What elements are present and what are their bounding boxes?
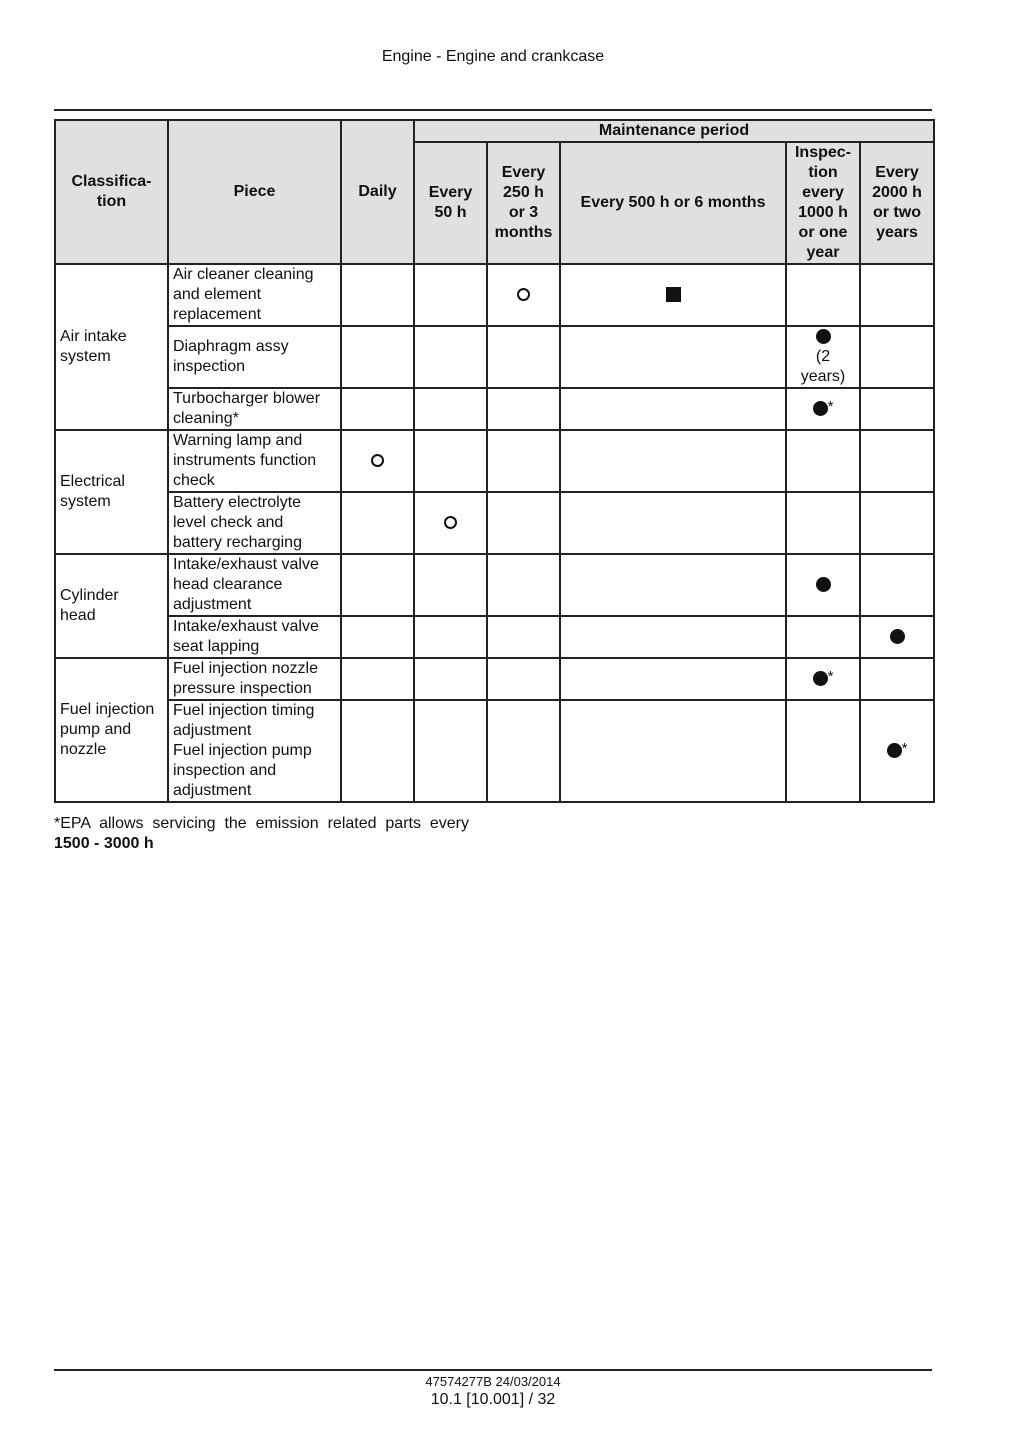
table-row	[55, 430, 934, 492]
every-250h-cell	[487, 388, 560, 430]
every-2000h-cell	[860, 616, 934, 658]
piece-cell: Battery electrolyte level check and battery recharging	[168, 492, 341, 554]
every-50h-cell	[414, 658, 487, 700]
every-250h-cell	[487, 326, 560, 388]
header-daily: Daily	[341, 120, 414, 264]
every-500h-cell	[560, 326, 786, 388]
footnote-interval: 1500 - 3000 h	[54, 835, 154, 852]
every-250h-cell	[487, 616, 560, 658]
table-row	[55, 492, 934, 554]
header-piece: Piece	[168, 120, 341, 264]
open-circle-icon	[371, 454, 384, 467]
filled-circle-icon	[813, 671, 828, 686]
piece-cell: Turbocharger blower cleaning*	[168, 388, 341, 430]
page-footer	[54, 1374, 932, 1410]
every-500h-cell	[560, 388, 786, 430]
every-1000h-cell	[786, 430, 860, 492]
daily-cell	[341, 700, 414, 802]
filled-circle-icon	[816, 577, 831, 592]
header-rule	[54, 109, 932, 111]
asterisk-mark: *	[827, 668, 834, 685]
footer-rule	[54, 1369, 932, 1371]
classification-cell: Electrical system	[55, 430, 168, 554]
piece-cell: Intake/exhaust valve seat lapping	[168, 616, 341, 658]
every-500h-cell	[560, 616, 786, 658]
table-row	[55, 264, 934, 326]
every-1000h-cell	[786, 264, 860, 326]
every-2000h-cell	[860, 326, 934, 388]
table-row	[55, 326, 934, 388]
every-50h-cell	[414, 430, 487, 492]
daily-cell	[341, 492, 414, 554]
every-250h-cell	[487, 492, 560, 554]
filled-circle-icon	[890, 629, 905, 644]
every-50h-cell	[414, 264, 487, 326]
every-50h-cell	[414, 700, 487, 802]
daily-cell	[341, 616, 414, 658]
page-number: 10.1 [10.001] / 32	[430, 1391, 556, 1408]
every-2000h-cell	[860, 264, 934, 326]
classification-cell: Cylinder head	[55, 554, 168, 658]
daily-cell	[341, 430, 414, 492]
daily-cell	[341, 264, 414, 326]
table-row	[55, 388, 934, 430]
every-500h-cell	[560, 700, 786, 802]
page-header-title: Engine - Engine and crankcase	[381, 48, 605, 65]
every-1000h-cell	[786, 326, 860, 388]
every-500h-cell	[560, 554, 786, 616]
filled-circle-icon	[813, 401, 828, 416]
header-every-500h: Every 500 h or 6 months	[560, 142, 786, 264]
every-1000h-cell	[786, 388, 860, 430]
every-500h-cell	[560, 492, 786, 554]
every-500h-cell	[560, 264, 786, 326]
asterisk-mark: *	[827, 398, 834, 415]
classification-cell: Air intake system	[55, 264, 168, 430]
every-500h-cell	[560, 430, 786, 492]
every-50h-cell	[414, 554, 487, 616]
every-250h-cell	[487, 658, 560, 700]
every-250h-cell	[487, 700, 560, 802]
daily-cell	[341, 326, 414, 388]
every-2000h-cell	[860, 658, 934, 700]
piece-cell: Intake/exhaust valve head clearance adjustment	[168, 554, 341, 616]
every-250h-cell	[487, 554, 560, 616]
daily-cell	[341, 554, 414, 616]
header-every-250h: Every 250 h or 3 months	[487, 142, 560, 264]
maintenance-table	[54, 119, 935, 803]
every-2000h-cell	[860, 700, 934, 802]
header-maintenance-period: Maintenance period	[414, 120, 934, 142]
table-row	[55, 700, 934, 802]
every-50h-cell	[414, 326, 487, 388]
piece-cell: Fuel injection timing adjustment Fuel injection pump inspection and adjustment	[168, 700, 341, 802]
every-500h-cell	[560, 658, 786, 700]
every-1000h-cell	[786, 616, 860, 658]
daily-cell	[341, 388, 414, 430]
document-reference: 47574277B 24/03/2014	[425, 1374, 561, 1389]
piece-cell: Air cleaner cleaning and element replacement	[168, 264, 341, 326]
piece-cell: Fuel injection nozzle pressure inspection	[168, 658, 341, 700]
every-50h-cell	[414, 616, 487, 658]
every-50h-cell	[414, 388, 487, 430]
filled-circle-icon	[816, 329, 831, 344]
every-1000h-cell	[786, 554, 860, 616]
asterisk-mark: *	[901, 740, 908, 757]
every-250h-cell	[487, 264, 560, 326]
filled-square-icon	[666, 287, 681, 302]
piece-cell: Warning lamp and instruments function check	[168, 430, 341, 492]
header-classification: Classifica- tion	[55, 120, 168, 264]
open-circle-icon	[444, 516, 457, 529]
every-2000h-cell	[860, 554, 934, 616]
header-every-50h: Every 50 h	[414, 142, 487, 264]
table-row	[55, 658, 934, 700]
table-row	[55, 616, 934, 658]
every-50h-cell	[414, 492, 487, 554]
daily-cell	[341, 658, 414, 700]
classification-cell: Fuel injection pump and nozzle	[55, 658, 168, 802]
footnote-text: *EPA allows servicing the emission related parts every	[54, 815, 469, 832]
header-every-1000h: Inspec- tion every 1000 h or one year	[786, 142, 860, 264]
filled-circle-icon	[887, 743, 902, 758]
footnote	[54, 814, 469, 854]
piece-cell: Diaphragm assy inspection	[168, 326, 341, 388]
table-row	[55, 554, 934, 616]
interval-note: (2 years)	[800, 348, 846, 385]
every-250h-cell	[487, 430, 560, 492]
every-1000h-cell	[786, 700, 860, 802]
every-2000h-cell	[860, 492, 934, 554]
open-circle-icon	[517, 288, 530, 301]
every-1000h-cell	[786, 658, 860, 700]
header-every-2000h: Every 2000 h or two years	[860, 142, 934, 264]
every-2000h-cell	[860, 388, 934, 430]
every-1000h-cell	[786, 492, 860, 554]
every-2000h-cell	[860, 430, 934, 492]
